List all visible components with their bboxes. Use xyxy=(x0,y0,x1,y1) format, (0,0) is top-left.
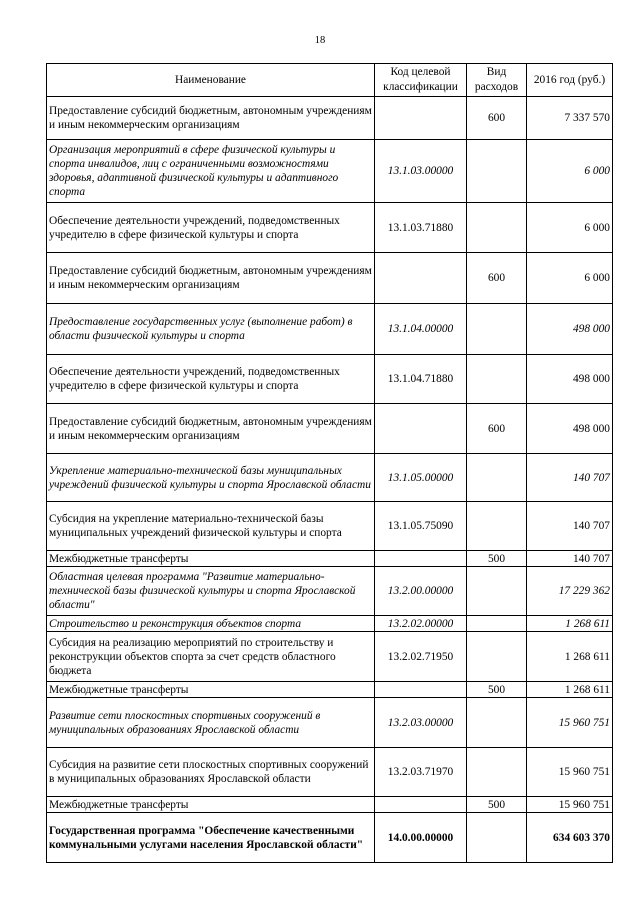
row-name: Укрепление материально-технической базы муниципальных учреждений физической культуры и спорта Ярославской области xyxy=(47,454,375,502)
row-amount: 140 707 xyxy=(527,551,613,567)
row-type: 500 xyxy=(467,682,527,698)
row-amount: 1 268 611 xyxy=(527,682,613,698)
row-name: Субсидия на укрепление материально-технической базы муниципальных учреждений физической культуры и спорта xyxy=(47,502,375,551)
row-name: Областная целевая программа "Развитие материально-технической базы физической культуры и спорта Ярославской области" xyxy=(47,567,375,616)
row-type xyxy=(467,502,527,551)
table-row xyxy=(47,502,613,551)
row-name: Предоставление субсидий бюджетным, автономным учреждениям и иным некоммерческим организациям xyxy=(47,253,375,304)
page-number: 18 xyxy=(314,35,326,46)
row-code: 13.1.05.00000 xyxy=(375,454,467,502)
row-code: 13.2.02.71950 xyxy=(375,632,467,682)
row-name: Межбюджетные трансферты xyxy=(47,682,375,698)
table-row xyxy=(47,797,613,813)
table-row xyxy=(47,304,613,355)
row-amount: 1 268 611 xyxy=(527,616,613,632)
table-row xyxy=(47,632,613,682)
row-type: 600 xyxy=(467,253,527,304)
row-code: 13.1.04.00000 xyxy=(375,304,467,355)
row-code xyxy=(375,253,467,304)
row-name: Субсидия на развитие сети плоскостных спортивных сооружений в муниципальных образованиях Ярославской области xyxy=(47,748,375,797)
table-row xyxy=(47,616,613,632)
row-name: Организация мероприятий в сфере физической культуры и спорта инвалидов, лиц с ограниченными возможностями здоровья, адаптивной физической культуры и адаптивного спорта xyxy=(47,140,375,203)
table-row xyxy=(47,454,613,502)
row-amount: 634 603 370 xyxy=(527,813,613,863)
row-code: 13.1.03.71880 xyxy=(375,203,467,253)
row-type xyxy=(467,813,527,863)
row-name: Обеспечение деятельности учреждений, подведомственных учредителю в сфере физической культуры и спорта xyxy=(47,355,375,404)
row-type: 500 xyxy=(467,797,527,813)
table-row xyxy=(47,140,613,203)
table-row xyxy=(47,97,613,140)
row-type xyxy=(467,203,527,253)
table-row xyxy=(47,404,613,454)
table-row xyxy=(47,253,613,304)
table-row xyxy=(47,567,613,616)
row-type xyxy=(467,698,527,748)
table-row xyxy=(47,748,613,797)
row-type xyxy=(467,140,527,203)
row-type xyxy=(467,304,527,355)
row-name: Государственная программа "Обеспечение качественными коммунальными услугами населения Ярославской области" xyxy=(47,813,375,863)
row-amount: 7 337 570 xyxy=(527,97,613,140)
row-name: Развитие сети плоскостных спортивных сооружений в муниципальных образованиях Ярославской области xyxy=(47,698,375,748)
table-row xyxy=(47,698,613,748)
row-code: 13.1.04.71880 xyxy=(375,355,467,404)
row-amount: 17 229 362 xyxy=(527,567,613,616)
row-type xyxy=(467,748,527,797)
row-amount: 498 000 xyxy=(527,355,613,404)
row-amount: 6 000 xyxy=(527,203,613,253)
row-name: Предоставление государственных услуг (выполнение работ) в области физической культуры и спорта xyxy=(47,304,375,355)
row-amount: 498 000 xyxy=(527,304,613,355)
table-row xyxy=(47,682,613,698)
row-amount: 15 960 751 xyxy=(527,748,613,797)
row-type xyxy=(467,454,527,502)
budget-table xyxy=(46,63,613,863)
row-name: Предоставление субсидий бюджетным, автономным учреждениям и иным некоммерческим организациям xyxy=(47,97,375,140)
row-amount: 6 000 xyxy=(527,140,613,203)
row-amount: 15 960 751 xyxy=(527,797,613,813)
table-row xyxy=(47,551,613,567)
row-code: 13.1.05.75090 xyxy=(375,502,467,551)
row-type: 500 xyxy=(467,551,527,567)
row-type: 600 xyxy=(467,404,527,454)
header-type: Вид расходов xyxy=(467,64,527,97)
row-amount: 1 268 611 xyxy=(527,632,613,682)
table-header-row xyxy=(47,64,613,97)
row-type xyxy=(467,567,527,616)
table-row xyxy=(47,203,613,253)
row-code xyxy=(375,551,467,567)
row-name: Межбюджетные трансферты xyxy=(47,797,375,813)
row-amount: 6 000 xyxy=(527,253,613,304)
row-amount: 498 000 xyxy=(527,404,613,454)
row-name: Межбюджетные трансферты xyxy=(47,551,375,567)
row-code: 13.2.03.00000 xyxy=(375,698,467,748)
row-code xyxy=(375,682,467,698)
row-code: 13.1.03.00000 xyxy=(375,140,467,203)
row-code xyxy=(375,797,467,813)
row-code xyxy=(375,97,467,140)
table-row xyxy=(47,355,613,404)
row-code: 13.2.02.00000 xyxy=(375,616,467,632)
row-code: 13.2.03.71970 xyxy=(375,748,467,797)
header-amount: 2016 год (руб.) xyxy=(527,64,613,97)
row-code xyxy=(375,404,467,454)
row-type xyxy=(467,632,527,682)
table-row xyxy=(47,813,613,863)
row-amount: 140 707 xyxy=(527,454,613,502)
row-type xyxy=(467,355,527,404)
row-amount: 140 707 xyxy=(527,502,613,551)
row-code: 14.0.00.00000 xyxy=(375,813,467,863)
row-type xyxy=(467,616,527,632)
header-code: Код целевой классификации xyxy=(375,64,467,97)
row-name: Обеспечение деятельности учреждений, подведомственных учредителю в сфере физической культуры и спорта xyxy=(47,203,375,253)
row-amount: 15 960 751 xyxy=(527,698,613,748)
row-name: Строительство и реконструкция объектов спорта xyxy=(47,616,375,632)
row-name: Предоставление субсидий бюджетным, автономным учреждениям и иным некоммерческим организациям xyxy=(47,404,375,454)
header-name: Наименование xyxy=(47,64,375,97)
row-code: 13.2.00.00000 xyxy=(375,567,467,616)
row-type: 600 xyxy=(467,97,527,140)
row-name: Субсидия на реализацию мероприятий по строительству и реконструкции объектов спорта за счет средств областного бюджета xyxy=(47,632,375,682)
